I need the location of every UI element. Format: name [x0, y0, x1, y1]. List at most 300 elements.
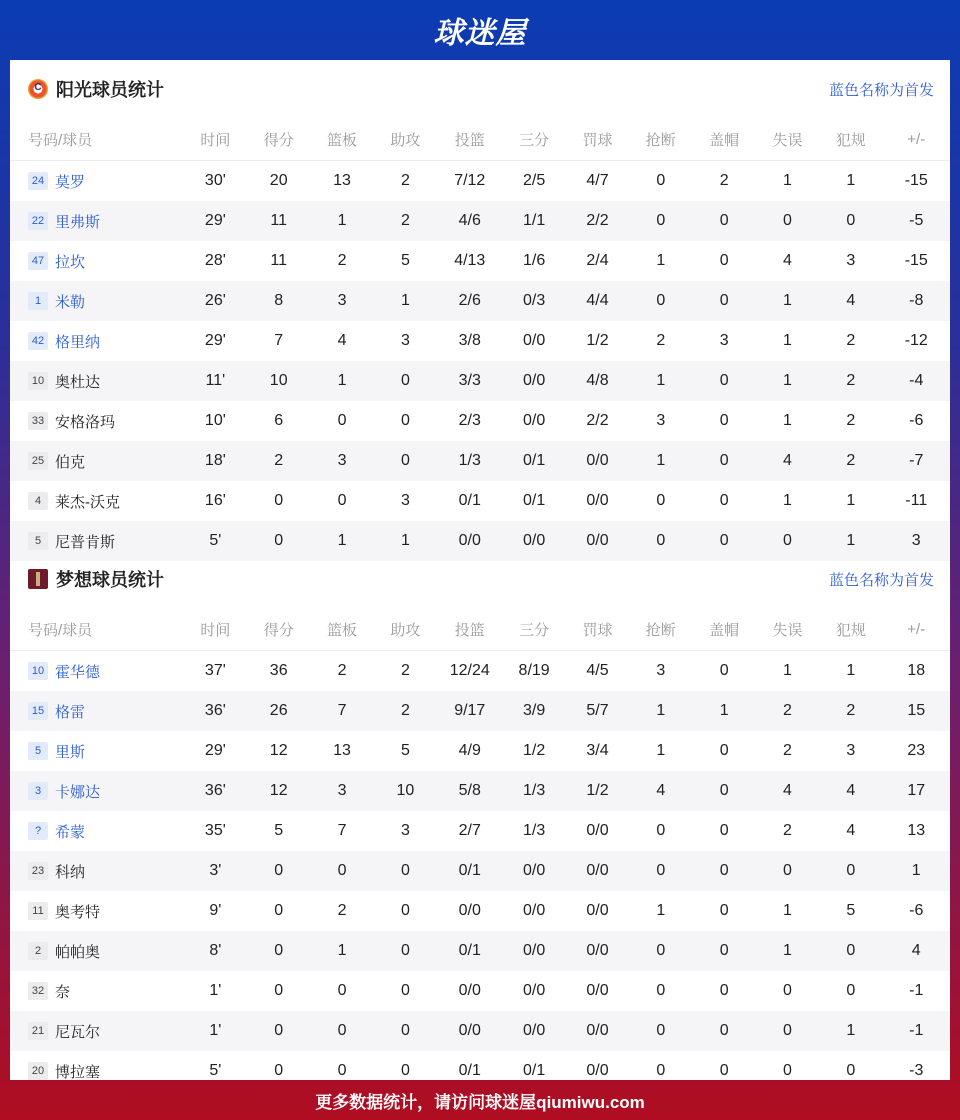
player-name[interactable]: 格雷 [55, 703, 86, 721]
stat-cell: 10' [204, 412, 226, 429]
stat-cell: 1/2 [566, 771, 629, 811]
stat-cell: 11' [184, 361, 247, 401]
stat-cell: 1/2 [586, 332, 609, 349]
stat-cell: 3/8 [458, 332, 481, 349]
column-header: 盖帽 [692, 118, 755, 161]
stat-cell: 0 [846, 982, 856, 999]
column-header: 抢断 [629, 118, 692, 161]
stat-cell: 0 [374, 441, 437, 481]
stat-cell: -15 [904, 252, 928, 269]
stat-cell: -1 [883, 1011, 950, 1051]
stat-cell: 4/7 [586, 172, 609, 189]
stat-cell: 29' [204, 742, 226, 759]
player-name[interactable]: 里斯 [55, 743, 86, 761]
stat-cell: 2 [783, 822, 792, 839]
stat-cell: 0 [374, 851, 437, 891]
player-cell [10, 361, 184, 401]
column-header: 犯规 [819, 118, 882, 161]
stat-cell: -7 [883, 441, 950, 481]
stat-cell: 0/0 [566, 931, 629, 971]
stat-cell: 2 [400, 172, 410, 189]
stat-cell: 2/2 [566, 201, 629, 241]
stat-cell: 3 [400, 492, 410, 509]
stat-cell: 0 [756, 1011, 819, 1051]
player-name: 奈 [55, 983, 71, 1001]
stat-cell: 2 [374, 691, 437, 731]
stat-cell: 35' [204, 822, 226, 839]
table-row[interactable] [10, 771, 950, 811]
stat-cell: 0 [629, 1011, 692, 1051]
stat-cell: 4/4 [566, 281, 629, 321]
stat-cell: -15 [904, 172, 928, 189]
jersey-number: 15 [28, 702, 48, 720]
stat-cell: 3/3 [437, 361, 502, 401]
stat-cell: 10 [374, 771, 437, 811]
stat-cell: 0 [819, 851, 882, 891]
stat-cell: 0 [692, 931, 755, 971]
stat-cell: 2 [819, 691, 882, 731]
stat-cell: 0 [756, 521, 819, 561]
stat-cell: 0 [756, 851, 819, 891]
stat-cell: 1' [184, 1011, 247, 1051]
jersey-number: 42 [28, 332, 48, 350]
stat-cell: 18' [184, 441, 247, 481]
player-name[interactable]: 莫罗 [55, 173, 86, 191]
stat-cell: 2/2 [586, 412, 609, 429]
player-cell [10, 161, 184, 202]
stat-cell: 0 [692, 521, 755, 561]
table-row[interactable] [10, 401, 950, 441]
jersey-number: 4 [28, 492, 48, 510]
player-cell [10, 851, 184, 891]
table-row[interactable] [10, 161, 950, 202]
jersey-number: 20 [28, 1062, 48, 1080]
stat-cell: 8/19 [518, 662, 550, 679]
stat-cell: 5/8 [437, 771, 502, 811]
table-row[interactable] [10, 971, 950, 1011]
stat-cell: 1 [819, 521, 882, 561]
stat-cell: 0 [656, 822, 666, 839]
column-header: 助攻 [374, 608, 437, 651]
starter-note: 蓝色名称为首发 [828, 81, 934, 99]
stat-cell: 0 [629, 281, 692, 321]
stat-cell: 1 [629, 441, 692, 481]
stat-cell: 3 [400, 822, 410, 839]
stat-cell: 0/1 [437, 931, 502, 971]
stat-cell: 0 [719, 822, 729, 839]
stat-cell: 0 [247, 1011, 310, 1051]
stat-cell: 0 [819, 201, 882, 241]
starter-note: 蓝色名称为首发 [828, 571, 934, 589]
stat-cell: 0/0 [586, 492, 609, 509]
jersey-number: 24 [28, 172, 48, 190]
stat-cell: 0 [719, 252, 729, 269]
stat-cell: 26 [247, 691, 310, 731]
stat-cell: 0/0 [502, 521, 565, 561]
stat-cell: 4/5 [586, 662, 609, 679]
stat-cell: 0 [629, 931, 692, 971]
stat-cell: 3 [656, 412, 666, 429]
stat-cell: 0 [692, 851, 755, 891]
stat-cell: 1 [374, 521, 437, 561]
stat-cell: 0 [310, 851, 373, 891]
stat-cell: 0 [629, 201, 692, 241]
stat-cell: 0 [656, 172, 666, 189]
stats-table [10, 118, 950, 561]
stat-cell: 2/7 [458, 822, 481, 839]
player-cell [10, 481, 184, 521]
stat-cell: -12 [904, 332, 928, 349]
table-row[interactable] [10, 201, 950, 241]
stat-cell: 3 [310, 441, 373, 481]
jersey-number: 3 [28, 782, 48, 800]
player-name[interactable]: 拉坎 [55, 253, 86, 271]
stat-cell: 1 [692, 691, 755, 731]
stat-cell: 1 [629, 691, 692, 731]
jersey-number: 10 [28, 662, 48, 680]
stat-cell: 1/1 [502, 201, 565, 241]
stat-cell: 16' [204, 492, 226, 509]
stats-table [10, 608, 950, 1091]
stat-cell: 2 [846, 412, 856, 429]
stat-cell: 1 [310, 521, 373, 561]
stat-cell: 0/0 [523, 982, 546, 999]
stat-cell: 1/3 [523, 822, 546, 839]
footer-link[interactable]: 更多数据统计，请访问球迷屋qiumiwu.com [315, 1092, 645, 1112]
stat-cell: 4 [819, 771, 882, 811]
stat-cell: 1/3 [437, 441, 502, 481]
player-cell [10, 771, 184, 811]
stat-cell: 37' [204, 662, 226, 679]
stat-cell: 1 [819, 1011, 882, 1051]
player-name[interactable]: 卡娜达 [55, 783, 101, 801]
stat-cell: 0 [337, 492, 347, 509]
stat-cell: 0/1 [523, 492, 546, 509]
stat-cell: 5 [846, 902, 856, 919]
stat-cell: 15 [883, 691, 950, 731]
table-row[interactable] [10, 891, 950, 931]
dream-logo-icon [28, 569, 48, 589]
player-name: 科纳 [55, 863, 86, 881]
player-name[interactable]: 格里纳 [55, 333, 101, 351]
stat-cell: 0 [656, 982, 666, 999]
column-header: 号码/球员 [10, 118, 184, 161]
stat-cell: 0/0 [523, 332, 546, 349]
table-row[interactable] [10, 811, 950, 851]
stat-cell: 0 [692, 771, 755, 811]
stat-cell: -6 [909, 412, 924, 429]
team-title [28, 566, 164, 592]
stat-cell: 3' [184, 851, 247, 891]
stat-cell: 4 [629, 771, 692, 811]
stat-cell: 3 [656, 662, 666, 679]
sun-logo-icon [28, 79, 48, 99]
stat-cell: 4/8 [566, 361, 629, 401]
stat-cell: 0/1 [523, 1062, 546, 1079]
stat-cell: -5 [883, 201, 950, 241]
table-row[interactable] [10, 691, 950, 731]
stat-cell: 2/6 [437, 281, 502, 321]
table-row[interactable] [10, 441, 950, 481]
stat-cell: 0/0 [502, 931, 565, 971]
player-cell [10, 691, 184, 731]
stat-cell: 1 [656, 742, 666, 759]
stat-cell: 0 [756, 201, 819, 241]
stat-cell: 0 [846, 1062, 856, 1079]
stat-cell: 8' [184, 931, 247, 971]
stat-cell: 2 [374, 201, 437, 241]
stat-cell: 29' [184, 201, 247, 241]
stat-cell: 0/0 [586, 902, 609, 919]
stat-cell: 12/24 [449, 662, 490, 679]
stat-cell: 28' [204, 252, 226, 269]
stat-cell: 0/0 [437, 521, 502, 561]
stat-cell: 0 [337, 412, 347, 429]
player-name: 尼瓦尔 [55, 1023, 101, 1041]
stat-cell: 1 [783, 172, 792, 189]
stat-cell: 8 [247, 281, 310, 321]
stat-cell: 1 [846, 172, 856, 189]
player-name[interactable]: 里弗斯 [55, 213, 101, 231]
stat-cell: 26' [184, 281, 247, 321]
stat-cell: 0/0 [502, 361, 565, 401]
stat-cell: 2 [846, 332, 856, 349]
stat-cell: 0/0 [566, 1011, 629, 1051]
stat-cell: 0 [400, 902, 410, 919]
jersey-number: 21 [28, 1022, 48, 1040]
stat-cell: 20 [269, 172, 288, 189]
stat-cell: 2 [337, 252, 347, 269]
column-header: 助攻 [374, 118, 437, 161]
jersey-number: 5 [28, 532, 48, 550]
jersey-number: 32 [28, 982, 48, 1000]
column-header: +/- [883, 608, 950, 651]
table-header-row [10, 608, 950, 651]
player-name: 奥杜达 [55, 373, 101, 391]
stat-cell: 1 [846, 492, 856, 509]
stat-cell: 0 [656, 492, 666, 509]
stat-cell: 0 [400, 412, 410, 429]
stat-cell: 13 [333, 172, 351, 189]
stat-cell: 12 [269, 742, 288, 759]
stat-cell: 1 [374, 281, 437, 321]
stat-cell: 5 [274, 822, 284, 839]
stat-cell: -4 [883, 361, 950, 401]
stat-cell: 4 [883, 931, 950, 971]
player-cell [10, 1011, 184, 1051]
stat-cell: -1 [909, 982, 924, 999]
column-header: 犯规 [819, 608, 882, 651]
team-title [28, 76, 164, 102]
stat-cell: 0/0 [523, 902, 546, 919]
player-cell [10, 811, 184, 851]
stat-cell: 4 [756, 771, 819, 811]
stat-cell: 4/9 [458, 742, 481, 759]
column-header: 抢断 [629, 608, 692, 651]
column-header: 号码/球员 [10, 608, 184, 651]
stat-cell: 2 [337, 662, 347, 679]
stat-cell: 0/0 [566, 441, 629, 481]
stat-cell: 0/0 [586, 822, 609, 839]
stat-cell: 1 [656, 902, 666, 919]
stat-cell: 4/6 [437, 201, 502, 241]
stat-cell: 0 [629, 521, 692, 561]
stat-cell: 0 [719, 492, 729, 509]
stat-cell: 3 [846, 252, 856, 269]
stat-cell: 4 [756, 441, 819, 481]
column-header: 三分 [502, 608, 565, 651]
stat-cell: 0 [783, 982, 792, 999]
stat-cell: 4 [819, 281, 882, 321]
stat-cell: 2 [656, 332, 666, 349]
jersey-number: 11 [28, 902, 48, 920]
stat-cell: 0 [719, 902, 729, 919]
stat-cell: 0 [400, 982, 410, 999]
stat-cell: 0 [692, 201, 755, 241]
player-cell [10, 241, 184, 281]
stat-cell: 0 [374, 1011, 437, 1051]
column-header: 时间 [184, 608, 247, 651]
column-header: 时间 [184, 118, 247, 161]
stat-cell: 2/3 [458, 412, 481, 429]
stat-cell: 9/17 [437, 691, 502, 731]
table-row[interactable] [10, 281, 950, 321]
stat-cell: 5/7 [566, 691, 629, 731]
player-name[interactable]: 米勒 [55, 293, 86, 311]
player-name[interactable]: 希蒙 [55, 823, 86, 841]
stat-cell: 2/4 [586, 252, 609, 269]
jersey-number: 1 [28, 292, 48, 310]
team-title-text: 梦想球员统计 [56, 570, 164, 590]
table-row[interactable] [10, 851, 950, 891]
stat-cell: 0 [692, 281, 755, 321]
stat-cell: 1/6 [523, 252, 546, 269]
stat-cell: 2 [819, 441, 882, 481]
stat-cell: 5 [400, 742, 410, 759]
stat-cell: 1 [883, 851, 950, 891]
stat-cell: 3/9 [502, 691, 565, 731]
stat-cell: 0/0 [586, 1062, 609, 1079]
stat-cell: 1/3 [502, 771, 565, 811]
stat-cell: 0/0 [566, 521, 629, 561]
stat-cell: 0 [783, 1062, 792, 1079]
stat-cell: 4 [846, 822, 856, 839]
stat-cell: 1 [310, 361, 373, 401]
stat-cell: 0 [719, 1062, 729, 1079]
stat-cell: 0 [374, 361, 437, 401]
player-cell [10, 651, 184, 692]
stat-cell: 0 [819, 931, 882, 971]
stat-cell: 0 [719, 742, 729, 759]
stat-cell: 2 [756, 691, 819, 731]
stat-cell: 1 [756, 361, 819, 401]
stat-cell: 2 [719, 172, 729, 189]
player-name: 帕帕奥 [55, 943, 101, 961]
table-row[interactable] [10, 321, 950, 361]
player-name: 莱杰-沃克 [55, 493, 120, 511]
stat-cell: 1 [756, 931, 819, 971]
jersey-number: 22 [28, 212, 48, 230]
table-row[interactable] [10, 1011, 950, 1051]
stat-cell: 0/1 [437, 851, 502, 891]
stat-cell: 0 [629, 851, 692, 891]
player-name: 尼普肯斯 [55, 533, 116, 551]
player-cell [10, 971, 184, 1011]
stat-cell: 0 [247, 521, 310, 561]
jersey-number: 47 [28, 252, 48, 270]
table-row[interactable] [10, 731, 950, 771]
player-name[interactable]: 霍华德 [55, 663, 101, 681]
table-row[interactable] [10, 651, 950, 692]
stat-cell: 1 [756, 281, 819, 321]
team-title-text: 阳光球员统计 [56, 80, 164, 100]
stat-cell: 0/0 [502, 1011, 565, 1051]
stat-cell: 11 [247, 201, 310, 241]
stat-cell: 1 [783, 412, 792, 429]
table-row[interactable] [10, 361, 950, 401]
stat-cell: 4/13 [454, 252, 486, 269]
stat-cell: 0 [692, 441, 755, 481]
stat-cell: 0 [247, 931, 310, 971]
stat-cell: 2 [783, 742, 792, 759]
player-cell [10, 931, 184, 971]
column-header: 篮板 [310, 118, 373, 161]
stat-cell: 11 [270, 252, 287, 269]
stat-cell: 0 [274, 492, 284, 509]
stat-cell: 7 [274, 332, 284, 349]
stat-cell: 12 [247, 771, 310, 811]
jersey-number: 33 [28, 412, 48, 430]
stat-cell: 0/1 [458, 492, 481, 509]
stat-cell: 0 [247, 851, 310, 891]
stat-cell: 1 [310, 931, 373, 971]
stat-cell: 5' [184, 521, 247, 561]
stat-cell: 23 [907, 742, 926, 759]
stat-cell: 9' [209, 902, 222, 919]
stat-cell: -8 [883, 281, 950, 321]
column-header: 得分 [247, 608, 310, 651]
stat-cell: 36 [269, 662, 288, 679]
stat-cell: 2/5 [523, 172, 546, 189]
stat-cell: 1/2 [523, 742, 546, 759]
stat-cell: 29' [204, 332, 226, 349]
stat-cell: 3/4 [586, 742, 609, 759]
stat-cell: 0 [719, 412, 729, 429]
column-header: +/- [883, 118, 950, 161]
stat-cell: 3 [310, 771, 373, 811]
stat-cell: 0/1 [458, 1062, 481, 1079]
stat-cell: 7 [310, 691, 373, 731]
stat-cell: 1 [656, 252, 666, 269]
stat-cell: 0/0 [586, 982, 609, 999]
column-header: 投篮 [437, 118, 502, 161]
table-row[interactable] [10, 481, 950, 521]
team-header [10, 550, 950, 608]
stat-cell: 2 [819, 361, 882, 401]
stat-cell: 6 [274, 412, 284, 429]
stat-cell: 0 [337, 1062, 347, 1079]
stat-cell: 4 [337, 332, 347, 349]
stat-cell: 1 [310, 201, 373, 241]
player-name: 博拉塞 [55, 1063, 101, 1081]
stat-cell: 7 [337, 822, 347, 839]
player-cell [10, 401, 184, 441]
column-header: 篮板 [310, 608, 373, 651]
stat-cell: 1 [783, 492, 792, 509]
table-row[interactable] [10, 931, 950, 971]
team-header [10, 60, 950, 118]
table-row[interactable] [10, 241, 950, 281]
